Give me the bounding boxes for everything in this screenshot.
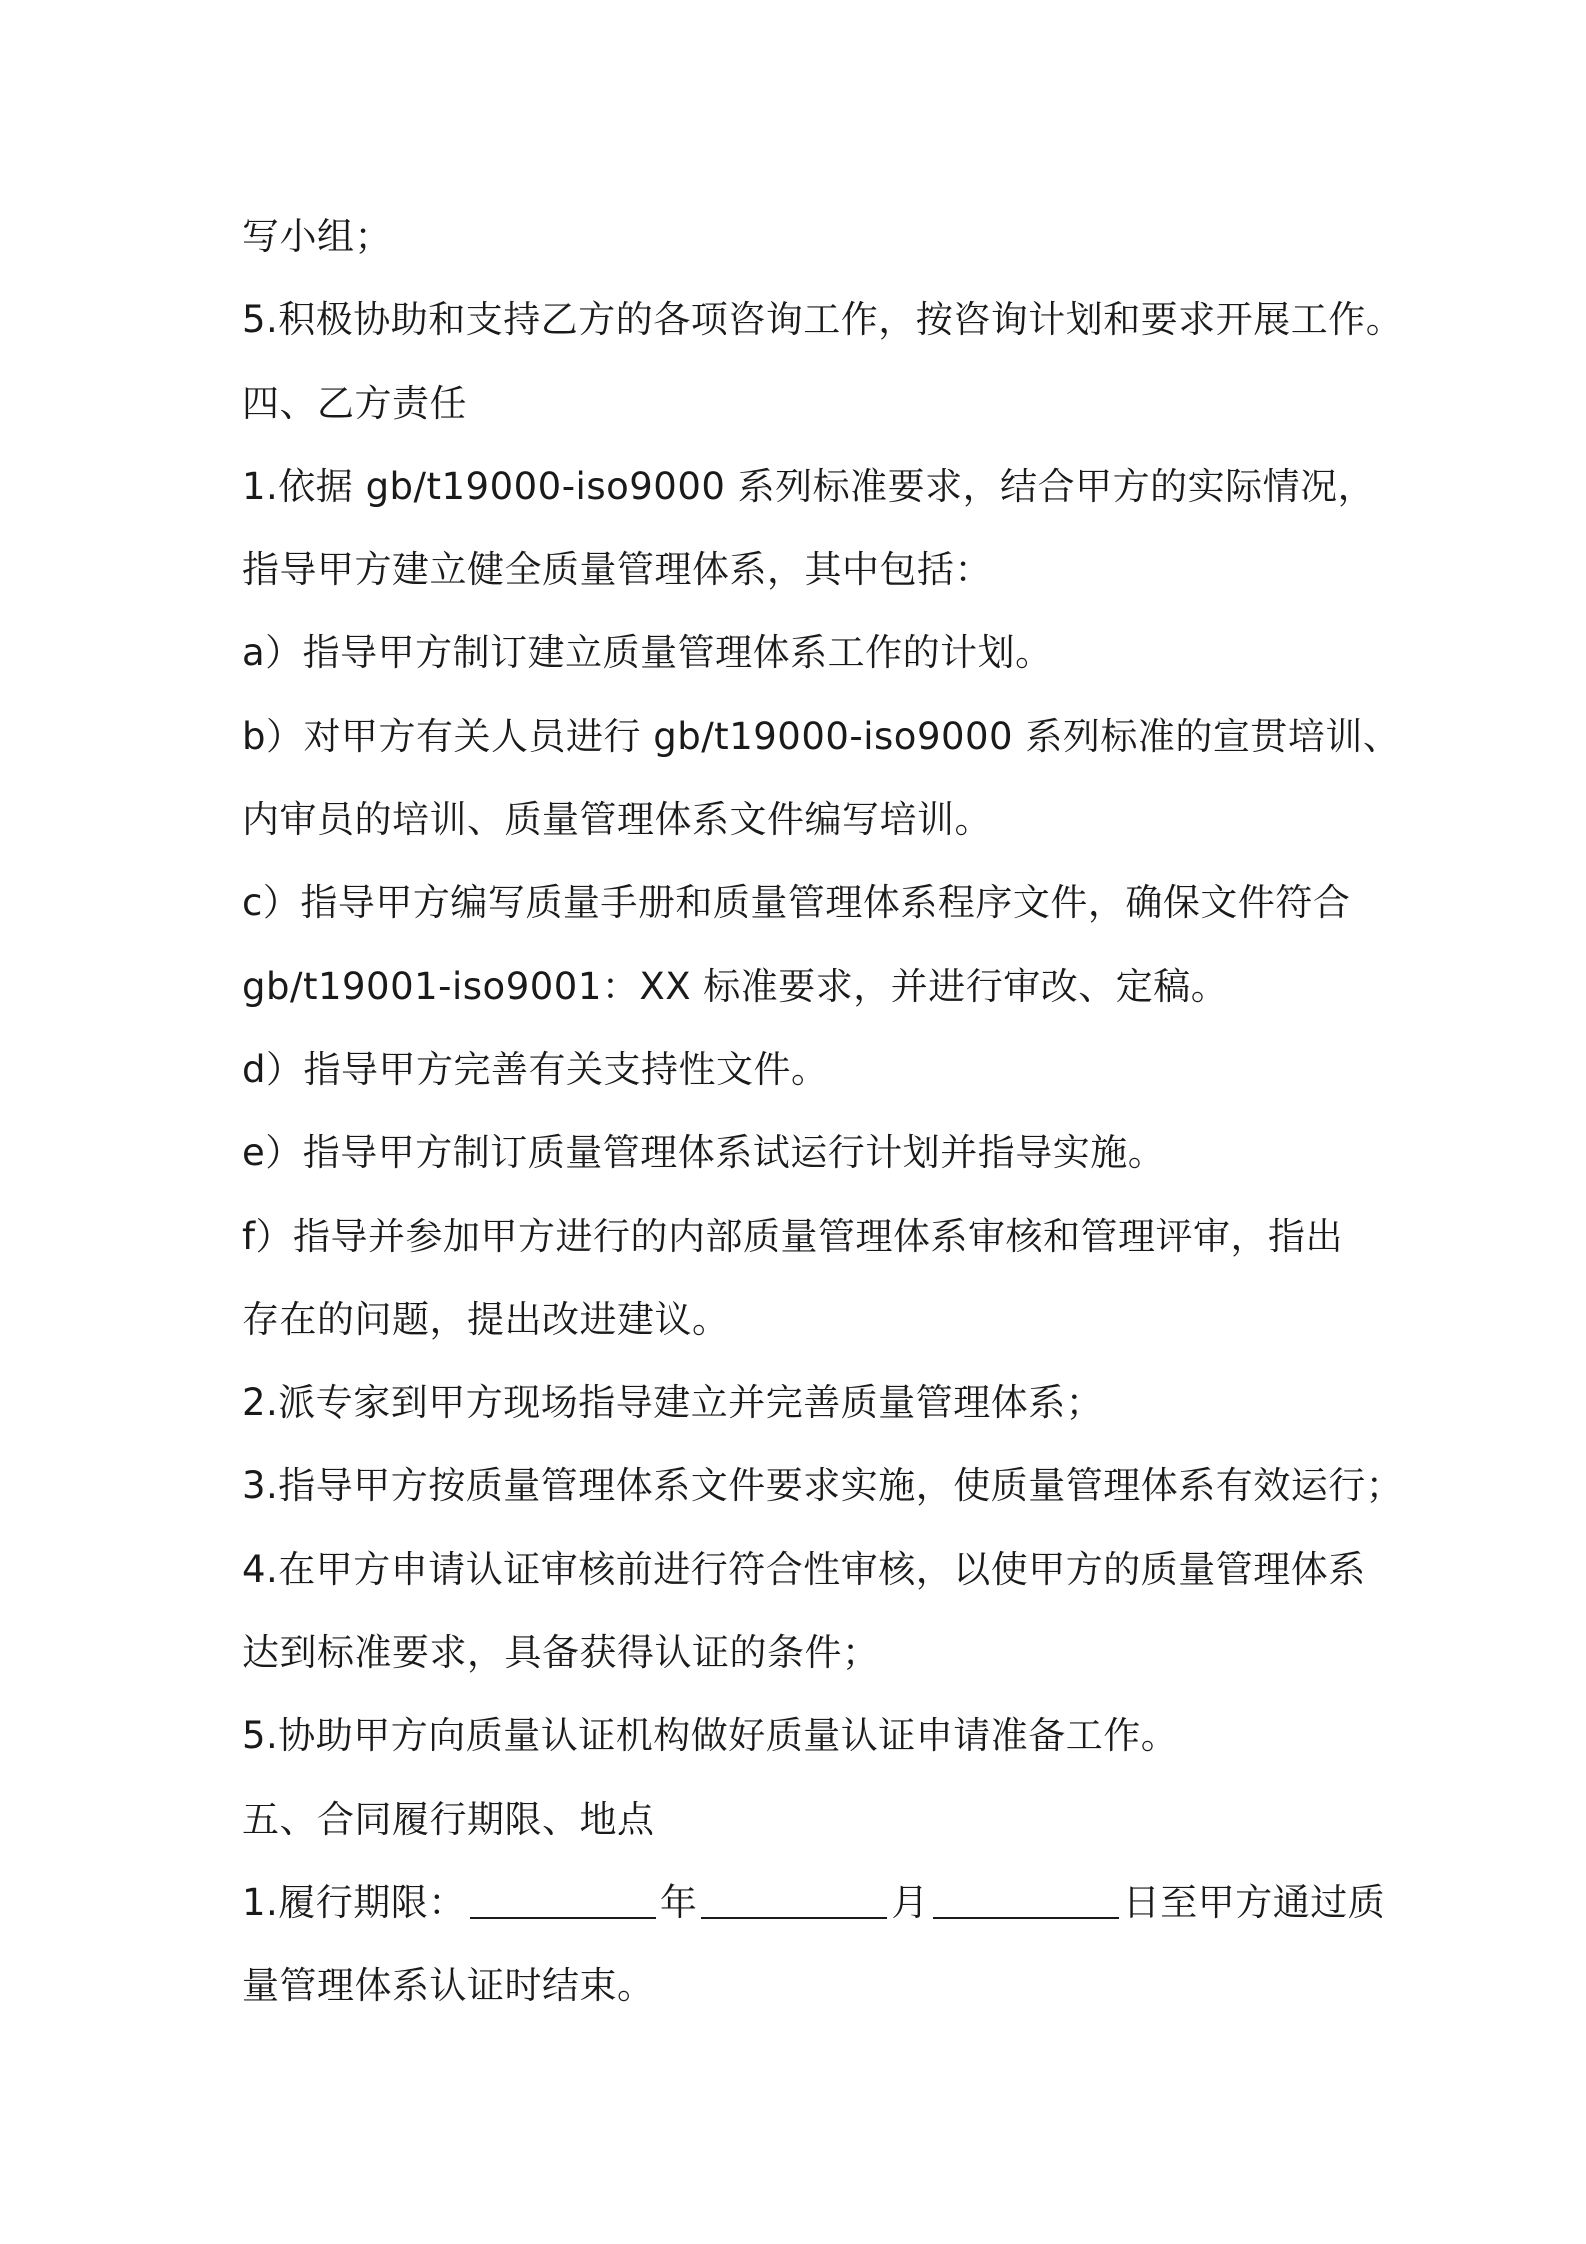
list-item: e）指导甲方制订质量管理体系试运行计划并指导实施。: [242, 1131, 1166, 1175]
year-blank: [470, 1875, 656, 1919]
text-line: 指导甲方建立健全质量管理体系，其中包括：: [242, 548, 992, 592]
list-item: b）对甲方有关人员进行 gb/t19000-iso9000 系列标准的宣贯培训、: [242, 714, 1401, 758]
text-line: 4.在甲方申请认证审核前进行符合性审核，以使甲方的质量管理体系: [242, 1547, 1366, 1591]
text-line: 量管理体系认证时结束。: [242, 1964, 655, 2008]
text-line: 存在的问题，提出改进建议。: [242, 1297, 730, 1341]
month-blank: [701, 1875, 887, 1919]
text-line: 5.积极协助和支持乙方的各项咨询工作，按咨询计划和要求开展工作。: [242, 298, 1404, 342]
text-line: 达到标准要求，具备获得认证的条件；: [242, 1631, 880, 1675]
day-suffix: 日至甲方通过质: [1122, 1880, 1386, 1924]
text-line: 2.派专家到甲方现场指导建立并完善质量管理体系；: [242, 1381, 1104, 1425]
contract-body: [242, 195, 1404, 2028]
list-item: d）指导甲方完善有关支持性文件。: [242, 1047, 829, 1091]
period-prefix: 1.履行期限：: [242, 1880, 466, 1924]
year-label: 年: [659, 1880, 698, 1924]
list-item: a）指导甲方制订建立质量管理体系工作的计划。: [242, 631, 1053, 675]
text-line: 内审员的培训、质量管理体系文件编写培训。: [242, 798, 992, 842]
text-line: 写小组；: [242, 215, 392, 258]
period-line: [242, 1861, 1392, 1944]
list-item: c）指导甲方编写质量手册和质量管理体系程序文件，确保文件符合: [242, 881, 1351, 925]
text-line: 3.指导甲方按质量管理体系文件要求实施，使质量管理体系有效运行；: [242, 1464, 1404, 1508]
day-blank: [933, 1875, 1119, 1919]
month-label: 月: [891, 1880, 929, 1924]
section-heading: 五、合同履行期限、地点: [242, 1797, 655, 1841]
list-item: f）指导并参加甲方进行的内部质量管理体系审核和管理评审，指出: [242, 1214, 1344, 1258]
text-line: 5.协助甲方向质量认证机构做好质量认证申请准备工作。: [242, 1714, 1179, 1758]
section-heading: 四、乙方责任: [242, 381, 467, 425]
text-line: gb/t19001-iso9001：XX 标准要求，并进行审改、定稿。: [242, 964, 1229, 1008]
text-line: 1.依据 gb/t19000-iso9000 系列标准要求，结合甲方的实际情况，: [242, 464, 1376, 508]
